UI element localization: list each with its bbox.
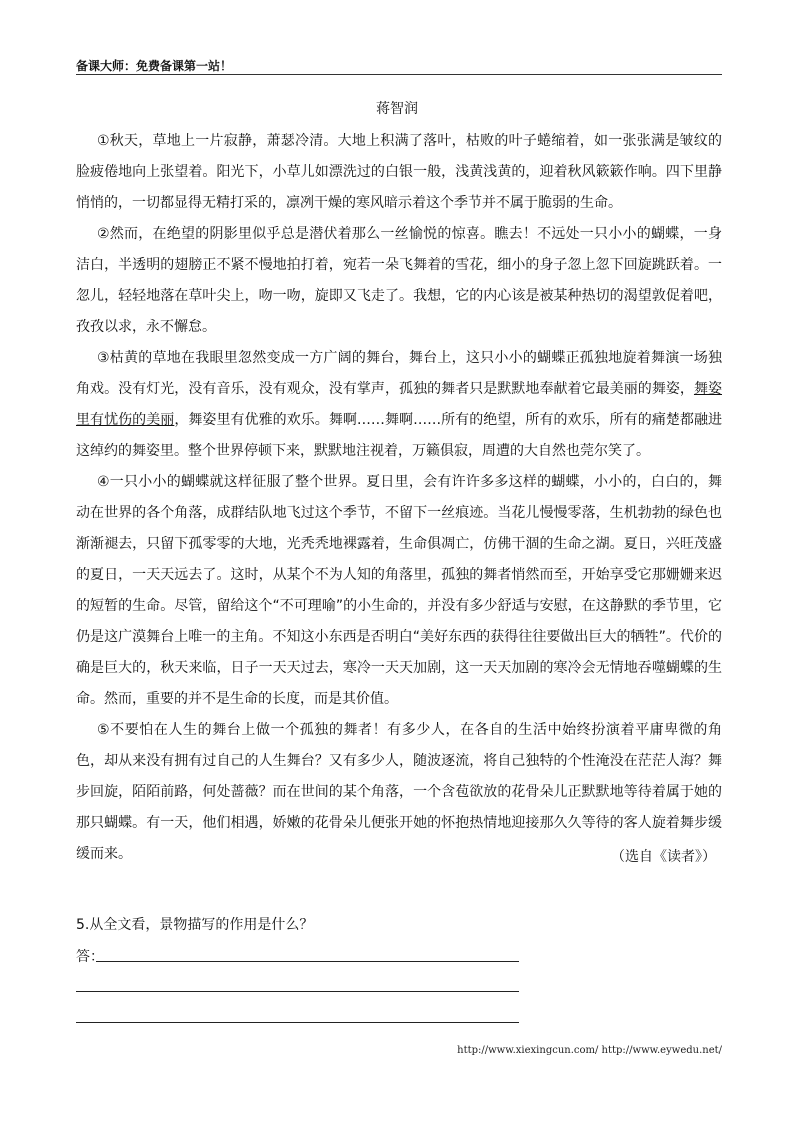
paragraph-1: ①秋天，草地上一片寂静，萧瑟冷清。大地上积满了落叶，枯败的叶子蜷缩着，如一张张满是皱纹的脸疲倦地向上张望着。阳光下，小草儿如漂洗过的白银一般，浅黄浅黄的，迎着秋风簌簌作响。四下里静悄悄的，一切都显得无精打采的，凛冽干燥的寒风暗示着这个季节并不属于脆弱的生命。 [76, 133, 722, 211]
paragraph-3-part-2: ，舞姿里有优雅的欢乐。舞啊……舞啊……所有的绝望，所有的欢乐，所有的痛楚都融进这绰约的舞姿里。整个世界停顿下来，默默地注视着，万籁俱寂，周遭的大自然也莞尔笑了。 [76, 412, 723, 459]
question-prompt: 5.从全文看，景物描写的作用是什么？ [76, 917, 314, 933]
paragraph-2: ②然而，在绝望的阴影里似乎总是潜伏着那么一丝愉悦的惊喜。瞧去！不远处一只小小的蝴蝶，一身洁白，半透明的翅膀正不紧不慢地拍打着，宛若一朵飞舞着的雪花，细小的身子忽上忽下回旋跳跃着。一忽儿，轻轻地落在草叶尖上，吻一吻，旋即又飞走了。我想，它的内心该是被某种热切的渴望敦促着吧，孜孜以求，永不懈怠。 [76, 226, 722, 335]
footer-urls: http://www.xiexingcun.com/ http://www.eywedu.net/ [457, 1045, 722, 1056]
answer-line-1[interactable] [96, 961, 519, 962]
header-rule [76, 74, 722, 75]
article-author: 蒋智润 [376, 101, 418, 117]
article-source: （选自《读者》） [611, 849, 716, 865]
answer-label: 答： [76, 949, 104, 965]
paragraph-3 [76, 343, 722, 467]
paragraph-5: ⑤不要怕在人生的舞台上做一个孤独的舞者！有多少人，在各自的生活中始终扮演着平庸卑微的角色，却从来没有拥有过自己的人生舞台？又有多少人，随波逐流，将自己独特的个性淹没在茫茫人海？舞步回旋，陌陌前路，何处蔷薇？而在世间的某个角落，一个含苞欲放的花骨朵儿正默默地等待着属于她的那只蝴蝶。有一天，他们相遇，娇嫩的花骨朵儿便张开她的怀抱热情地迎接那久久等待的客人旋着舞步缓缓而来。 [76, 722, 722, 862]
paragraph-4: ④一只小小的蝴蝶就这样征服了整个世界。夏日里，会有许许多多这样的蝴蝶，小小的，白白的，舞动在世界的各个角落，成群结队地飞过这个季节，不留下一丝痕迹。当花儿慢慢零落，生机勃勃的绿色也渐渐褪去，只留下孤零零的大地，光秃秃地裸露着，生命俱凋亡，仿佛干涸的生命之湖。夏日，兴旺茂盛的夏日，一天天远去了。这时，从某个不为人知的角落里，孤独的舞者悄然而至，开始享受它那姗姗来迟的短暂的生命。尽管，留给这个“不可理喻”的小生命的，并没有多少舒适与安慰，在这静默的季节里，它仍是这广漠舞台上唯一的主角。不知这小东西是否明白“美好东西的获得往往要做出巨大的牺牲”。代价的确是巨大的，秋天来临，日子一天天过去，寒冷一天天加剧，这一天天加剧的寒冷会无情地吞噬蝴蝶的生命。然而，重要的并不是生命的长度，而是其价值。 [76, 474, 722, 707]
page-header: 备课大师：免费备课第一站！ [76, 59, 233, 73]
answer-line-3[interactable] [76, 1022, 519, 1023]
underlined-phrase: 舞姿里有忧伤的美丽 [76, 381, 722, 428]
answer-line-2[interactable] [76, 991, 519, 992]
paragraph-3-part-1: ③枯黄的草地在我眼里忽然变成一方广阔的舞台，舞台上，这只小小的蝴蝶正孤独地旋着舞演一场独角戏。没有灯光，没有音乐，没有观众，没有掌声，孤独的舞者只是默默地奉献着它最美丽的舞姿， [76, 350, 722, 397]
article-body [76, 126, 722, 870]
